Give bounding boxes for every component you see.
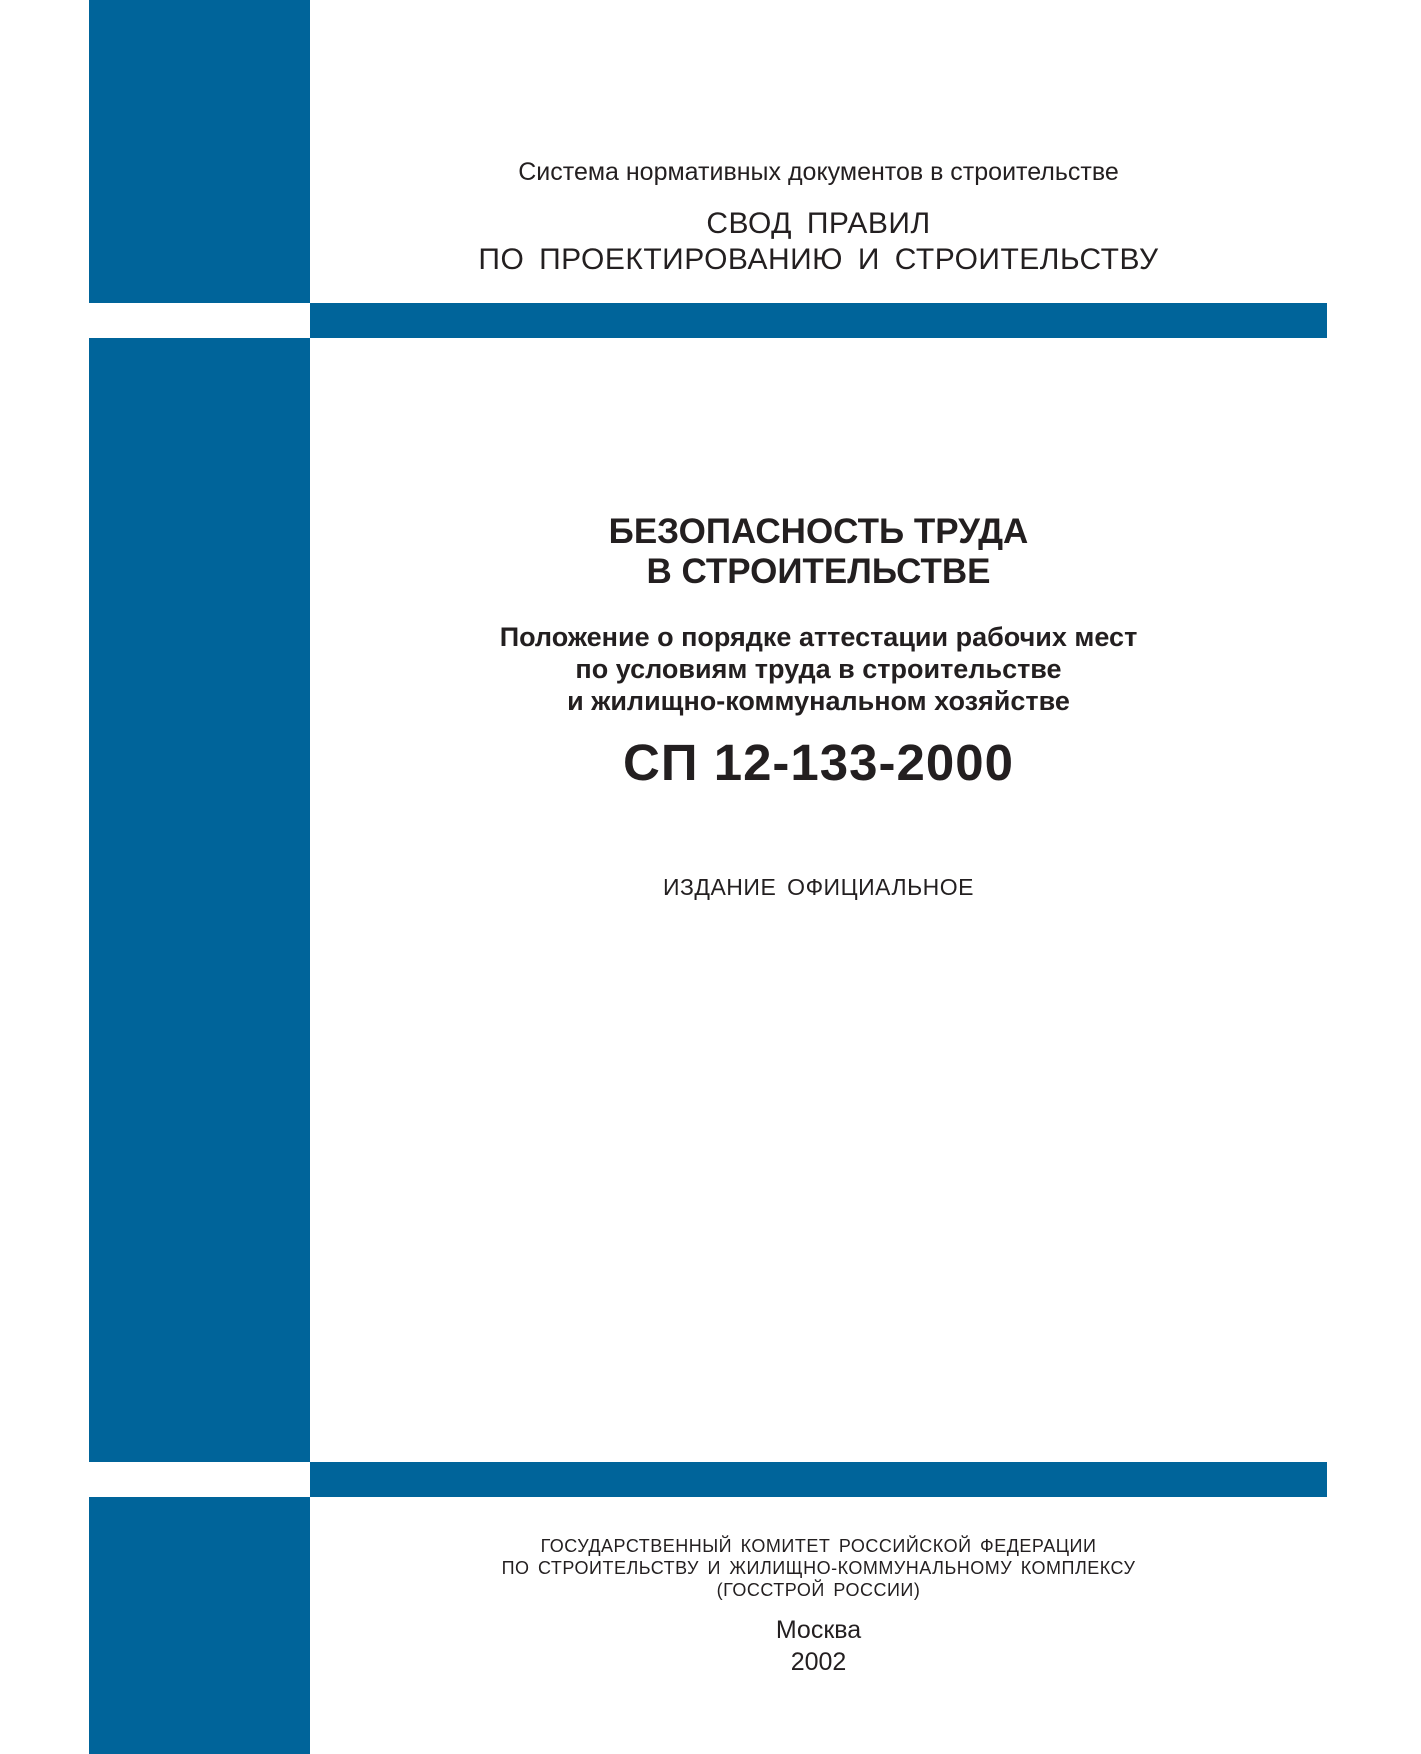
blue-column-top [89,0,310,303]
title-line: БЕЗОПАСНОСТЬ ТРУДА [608,512,1029,551]
publisher-block [310,1535,1327,1601]
subtitle-line: и жилищно-коммунальном хозяйстве [567,686,1070,716]
publication-year: 2002 [790,1648,847,1676]
code-of-rules-title [310,206,1327,278]
blue-column-middle [89,338,310,1462]
series-title: Система нормативных документов в строительстве [518,158,1119,186]
subtitle-line: по условиям труда в строительстве [575,654,1062,684]
code-title-line: СВОД ПРАВИЛ [706,207,931,240]
document-title [310,512,1327,592]
publisher-line: ГОСУДАРСТВЕННЫЙ КОМИТЕТ РОССИЙСКОЙ ФЕДЕРАЦИИ [540,1536,1097,1556]
publisher-line: (ГОССТРОЙ РОССИИ) [716,1580,921,1600]
blue-column-bottom [89,1497,310,1754]
publisher-line: ПО СТРОИТЕЛЬСТВУ И ЖИЛИЩНО-КОММУНАЛЬНОМУ КОМПЛЕКСУ [501,1558,1136,1578]
document-subtitle [310,621,1327,717]
publication-city: Москва [775,1616,862,1644]
edition-label: ИЗДАНИЕ ОФИЦИАЛЬНОЕ [662,874,975,900]
title-line: В СТРОИТЕЛЬСТВЕ [646,552,991,591]
subtitle-line: Положение о порядке аттестации рабочих мест [499,622,1138,652]
blue-band-top [310,303,1327,338]
blue-band-bottom [310,1462,1327,1497]
code-title-line: ПО ПРОЕКТИРОВАНИЮ И СТРОИТЕЛЬСТВУ [478,243,1159,276]
document-number: СП 12-133-2000 [623,734,1014,791]
